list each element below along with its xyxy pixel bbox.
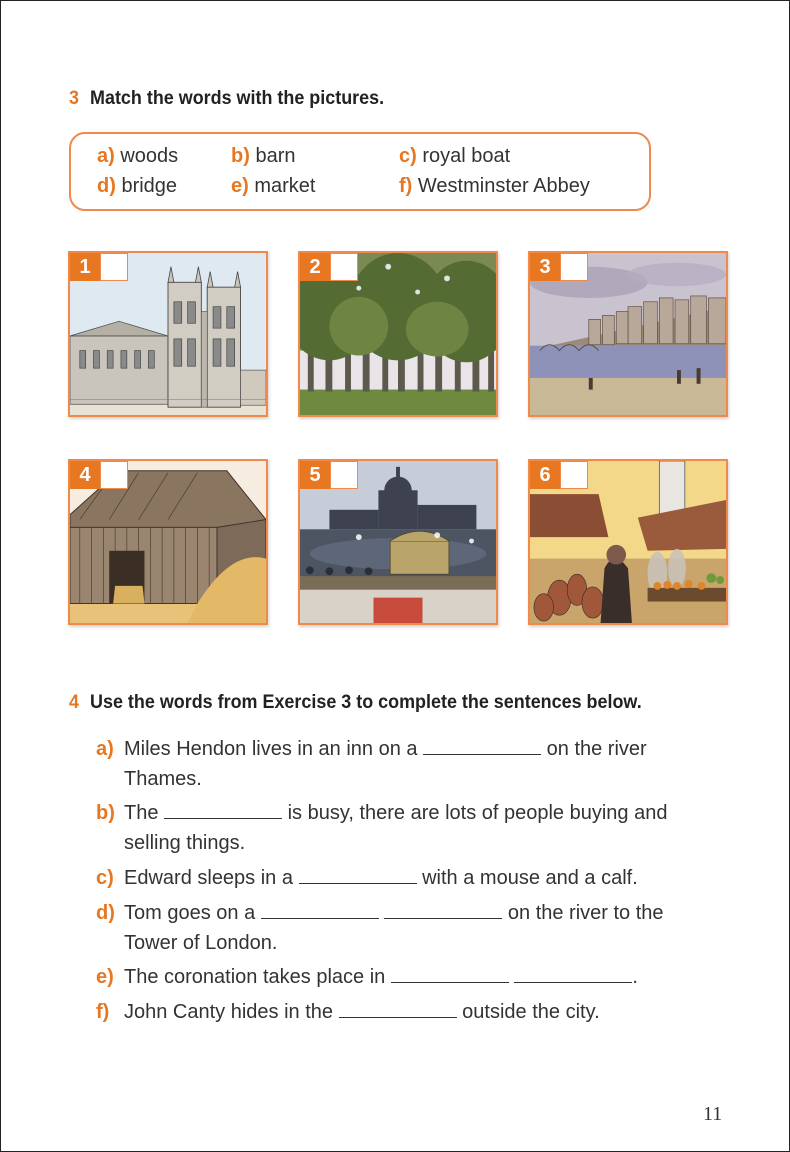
word-f: f) Westminster Abbey	[399, 175, 590, 197]
picture-3	[528, 251, 728, 417]
answer-box-6[interactable]	[560, 461, 588, 489]
picture-1	[68, 251, 268, 417]
exercise-4-number: 4	[69, 691, 79, 713]
answer-box-1[interactable]	[100, 253, 128, 281]
picture-number: 1	[70, 253, 100, 281]
exercise-3-heading	[69, 87, 384, 110]
picture-number: 6	[530, 461, 560, 489]
sentence-d: d) Tom goes on a on the river to the Tower of London.	[96, 902, 664, 954]
picture-number: 3	[530, 253, 560, 281]
word-a: a) woods	[97, 145, 179, 167]
sentence-e: e) The coronation takes place in .	[96, 966, 638, 988]
picture-number: 5	[300, 461, 330, 489]
picture-6	[528, 459, 728, 625]
answer-blank[interactable]	[261, 900, 379, 919]
sentence-f: f) John Canty hides in the outside the city.	[96, 1001, 600, 1023]
word-c: c) royal boat	[399, 145, 511, 167]
answer-blank[interactable]	[164, 800, 282, 819]
word-e: e) market	[231, 175, 316, 197]
answer-box-3[interactable]	[560, 253, 588, 281]
exercise-4-heading	[69, 691, 642, 714]
answer-box-2[interactable]	[330, 253, 358, 281]
picture-4	[68, 459, 268, 625]
word-b: b) barn	[231, 145, 296, 167]
answer-blank[interactable]	[339, 999, 457, 1018]
page-number: 11	[703, 1103, 723, 1125]
answer-blank[interactable]	[299, 865, 417, 884]
exercise-3-number: 3	[69, 87, 79, 109]
answer-blank[interactable]	[514, 964, 632, 983]
picture-5	[298, 459, 498, 625]
answer-blank[interactable]	[391, 964, 509, 983]
sentence-b: b) The is busy, there are lots of people buying and selling things.	[96, 802, 668, 854]
sentence-c: c) Edward sleeps in a with a mouse and a calf.	[96, 867, 638, 889]
exercise-3-instruction: Match the words with the pictures.	[90, 87, 385, 109]
sentence-a: a) Miles Hendon lives in an inn on a on the river Thames.	[96, 738, 647, 790]
answer-blank[interactable]	[384, 900, 502, 919]
picture-number: 4	[70, 461, 100, 489]
picture-2	[298, 251, 498, 417]
exercise-4-instruction: Use the words from Exercise 3 to complete the sentences below.	[90, 691, 642, 713]
picture-number: 2	[300, 253, 330, 281]
word-box	[69, 132, 651, 211]
answer-box-5[interactable]	[330, 461, 358, 489]
word-d: d) bridge	[97, 175, 178, 197]
answer-box-4[interactable]	[100, 461, 128, 489]
answer-blank[interactable]	[423, 736, 541, 755]
